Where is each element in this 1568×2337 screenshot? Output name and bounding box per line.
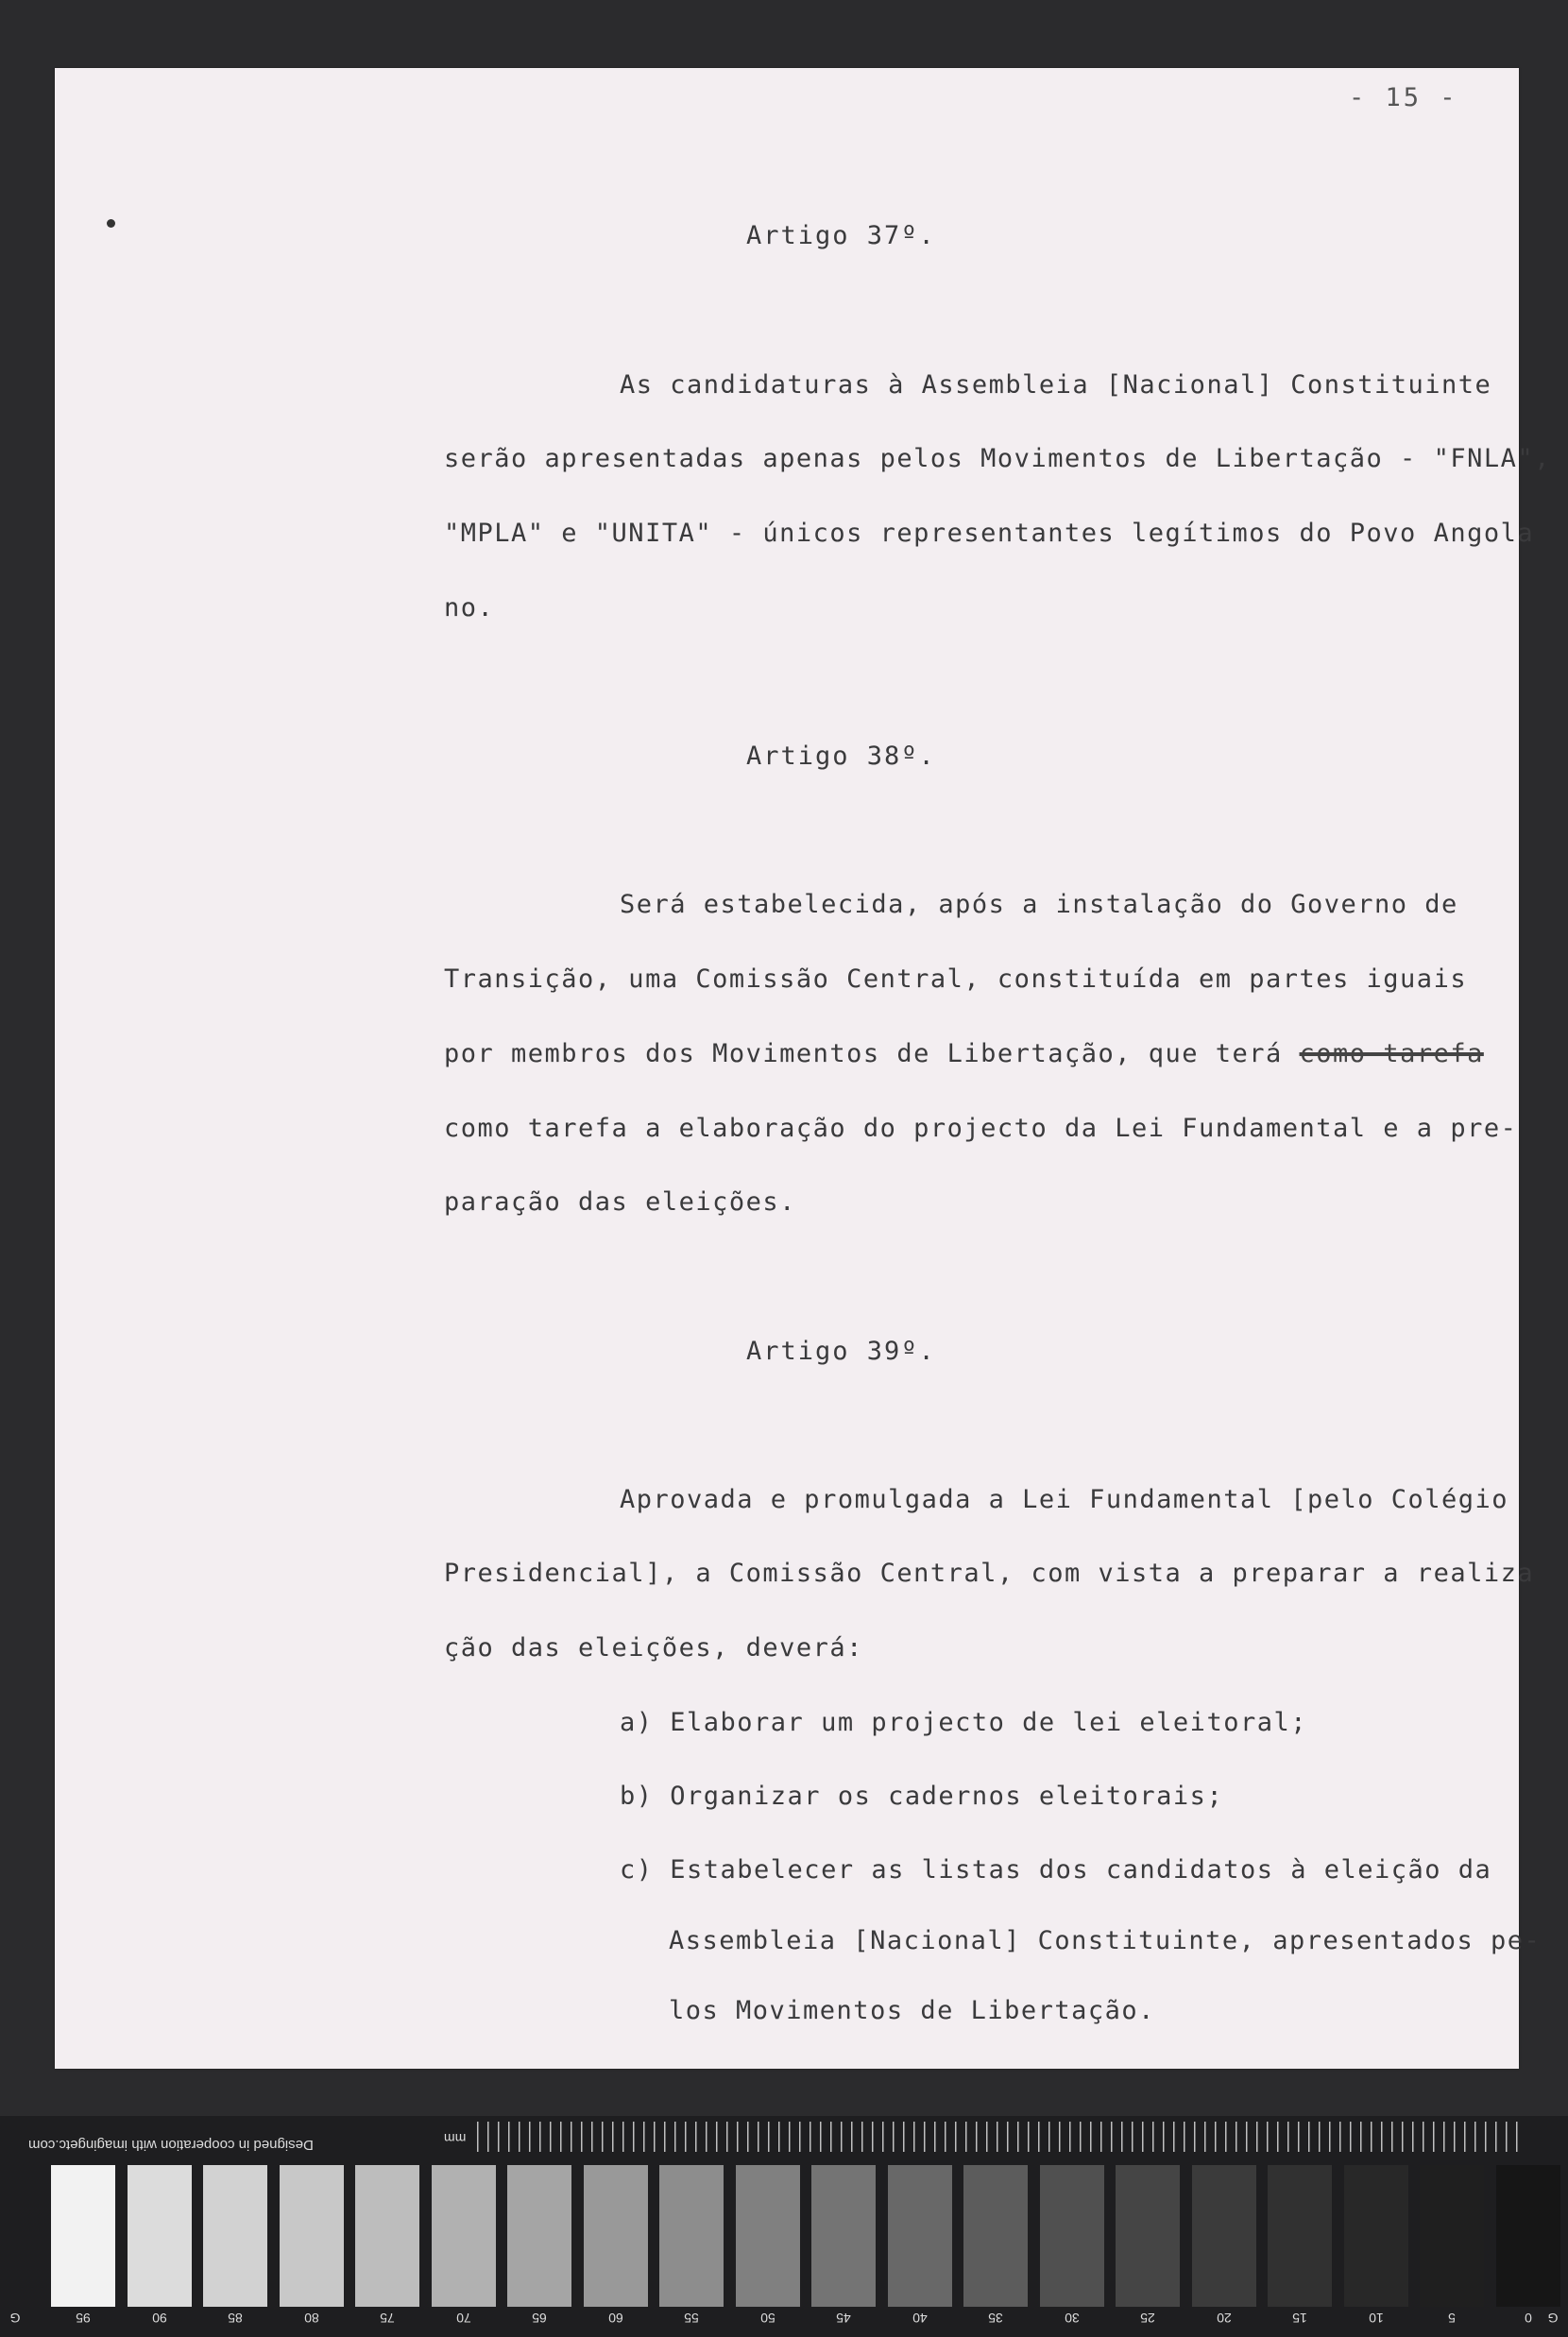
article-38-line	[444, 1039, 1484, 1068]
gray-patch	[1268, 2165, 1332, 2307]
gray-patch-label: 20	[1216, 2311, 1232, 2326]
gray-patch	[1192, 2165, 1256, 2307]
mm-ruler	[477, 2122, 1525, 2152]
calibration-target	[0, 2116, 1568, 2337]
gray-patch	[128, 2165, 192, 2307]
gray-patch	[659, 2165, 724, 2307]
article-38-line: Transição, uma Comissão Central, constituída em partes iguais	[444, 964, 1468, 994]
article-37-line: serão apresentadas apenas pelos Movimentos de Libertação - "FNLA",	[444, 444, 1551, 473]
gray-patch-label: 85	[228, 2311, 243, 2326]
struck-out-text: como tarefa	[1299, 1039, 1484, 1068]
ruler-unit: mm	[444, 2131, 467, 2146]
gray-patch-label: 60	[607, 2311, 623, 2326]
article-38-line: Será estabelecida, após a instalação do Governo de	[620, 890, 1458, 919]
article-38-line: paração das eleições.	[444, 1187, 796, 1217]
gray-patch	[1116, 2165, 1180, 2307]
gray-patch-label: 30	[1064, 2311, 1080, 2326]
article-37-heading: Artigo 37º.	[746, 221, 936, 250]
gray-patch	[355, 2165, 419, 2307]
gray-patch-label: 0	[1524, 2311, 1532, 2326]
article-37-line: As candidaturas à Assembleia [Nacional] Constituinte	[620, 370, 1492, 400]
gray-patch-label: 80	[303, 2311, 319, 2326]
gray-patch-label: 35	[988, 2311, 1003, 2326]
gray-patch-label: 15	[1292, 2311, 1307, 2326]
list-item-continuation: los Movimentos de Libertação.	[669, 1996, 1155, 2025]
article-39-line: ção das eleições, deverá:	[444, 1633, 863, 1663]
paper-speck	[107, 219, 115, 228]
gray-patch	[1420, 2165, 1484, 2307]
article-38-heading: Artigo 38º.	[746, 742, 936, 771]
gray-patch-label: 90	[151, 2311, 167, 2326]
gray-patch	[1040, 2165, 1104, 2307]
article-39-line: Aprovada e promulgada a Lei Fundamental [pelo Colégio	[620, 1485, 1509, 1514]
article-38-line-text: por membros dos Movimentos de Libertação, que terá	[444, 1039, 1300, 1068]
gray-patch-label: 5	[1448, 2311, 1456, 2326]
gray-patch-label: 55	[684, 2311, 699, 2326]
grayscale-patches	[0, 2165, 1568, 2307]
document-page	[55, 68, 1551, 2069]
gray-patch	[584, 2165, 648, 2307]
list-item: a) Elaborar um projecto de lei eleitoral;	[620, 1708, 1307, 1737]
article-37-line: "MPLA" e "UNITA" - únicos representantes legítimos do Povo Angola	[444, 519, 1535, 548]
gray-patch	[432, 2165, 496, 2307]
page-number: - 15 -	[1349, 83, 1458, 112]
gray-patch	[963, 2165, 1028, 2307]
article-39-heading: Artigo 39º.	[746, 1337, 936, 1366]
gray-patch-label: 75	[380, 2311, 395, 2326]
gray-patch	[507, 2165, 571, 2307]
gray-patch	[51, 2165, 115, 2307]
gray-patch-label: 40	[912, 2311, 928, 2326]
gray-patch	[888, 2165, 952, 2307]
gray-patch	[280, 2165, 344, 2307]
list-item: b) Organizar os cadernos eleitorais;	[620, 1782, 1224, 1811]
end-label: G	[9, 2311, 21, 2326]
article-39-line: Presidencial], a Comissão Central, com vista a preparar a realiza	[444, 1559, 1535, 1588]
gray-patch	[1496, 2165, 1560, 2307]
article-37-line: no.	[444, 593, 495, 623]
gray-patch	[811, 2165, 876, 2307]
gray-patch-label: 70	[455, 2311, 471, 2326]
calibration-credit: Designed in cooperation with imagingetc.com	[28, 2137, 314, 2153]
list-item-continuation: Assembleia [Nacional] Constituinte, apresentados pe-	[669, 1926, 1542, 1955]
list-item: c) Estabelecer as listas dos candidatos à eleição da	[620, 1855, 1492, 1885]
end-label: G	[1547, 2311, 1559, 2326]
article-38-line: como tarefa a elaboração do projecto da Lei Fundamental e a pre-	[444, 1114, 1518, 1143]
gray-patch-label: 10	[1368, 2311, 1384, 2326]
gray-patch-label: 95	[76, 2311, 91, 2326]
gray-patch	[203, 2165, 267, 2307]
gray-patch-label: 25	[1140, 2311, 1155, 2326]
gray-patch-label: 45	[836, 2311, 851, 2326]
gray-patch-label: 50	[759, 2311, 775, 2326]
gray-patch	[736, 2165, 800, 2307]
gray-patch-label: 65	[532, 2311, 547, 2326]
gray-patch	[1344, 2165, 1408, 2307]
